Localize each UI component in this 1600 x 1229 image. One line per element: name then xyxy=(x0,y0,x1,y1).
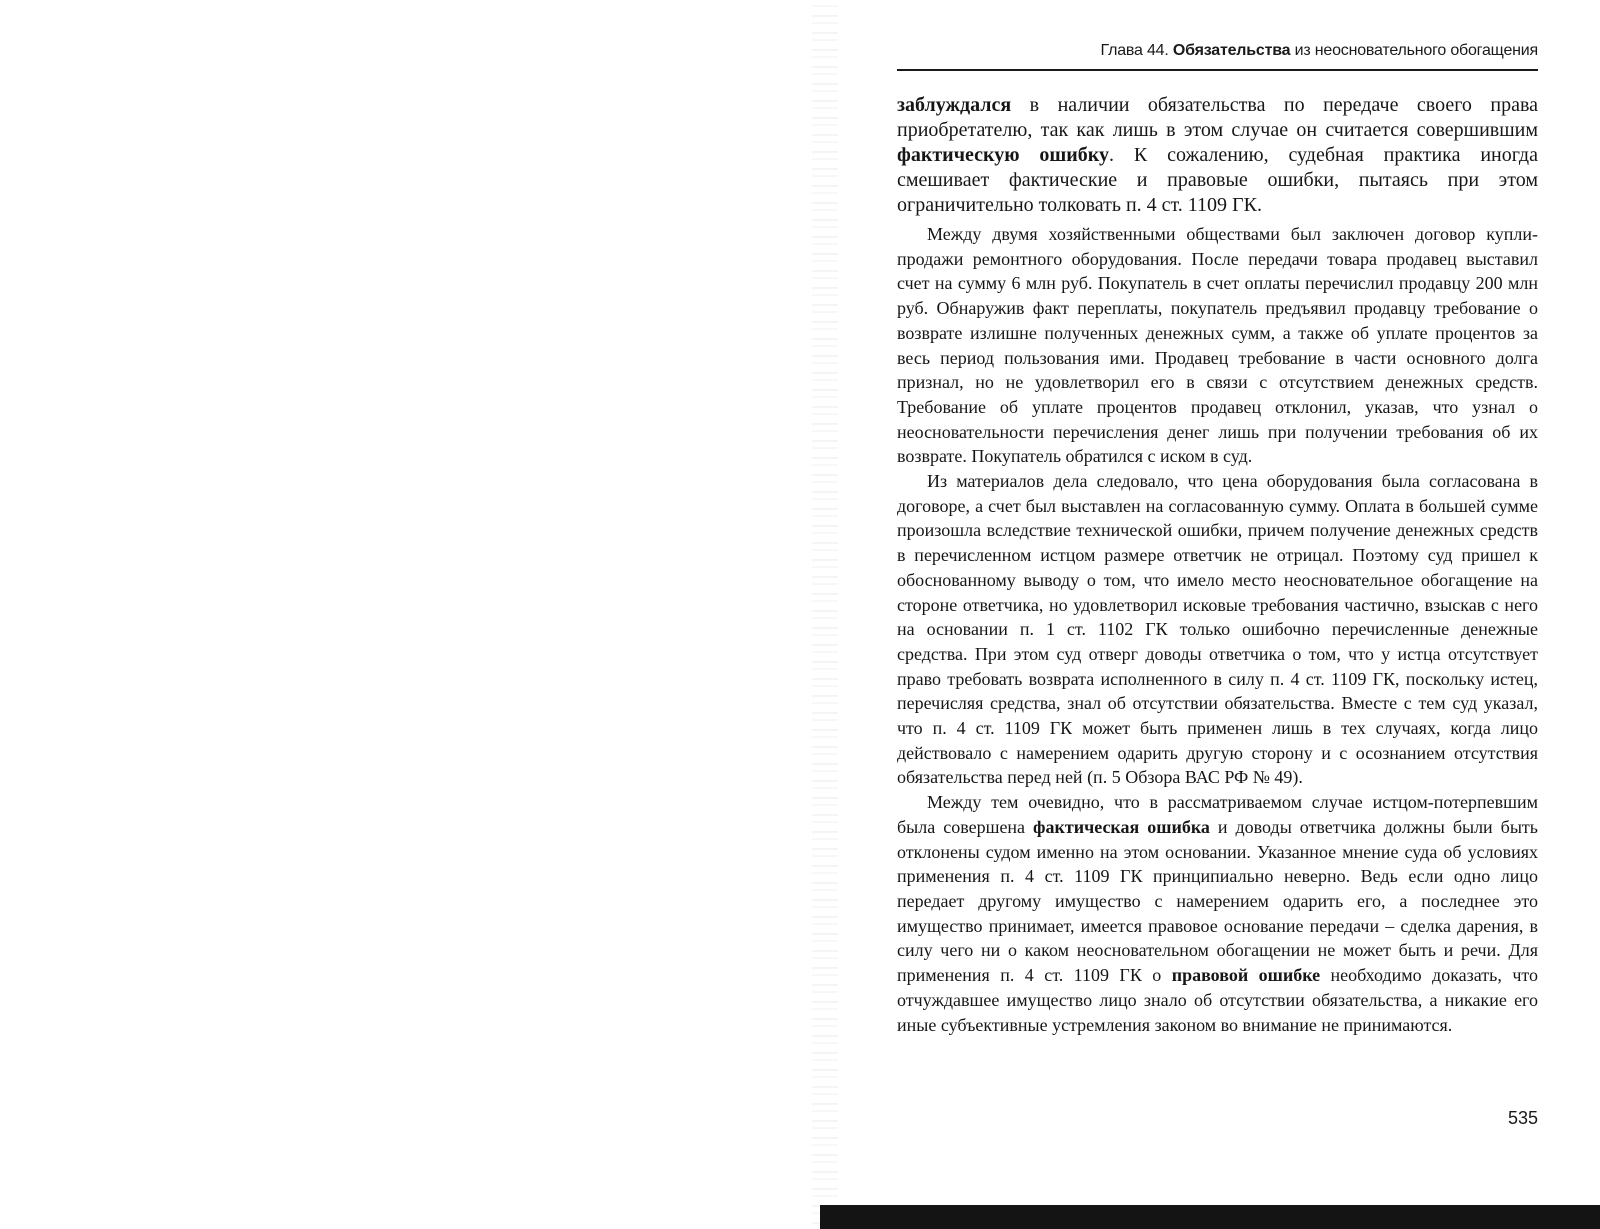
p4-bold-2: правовой ошибке xyxy=(1171,965,1321,986)
chapter-title-bold: Обязательства xyxy=(1172,42,1291,59)
p4-bold-1: фактическая ошибка xyxy=(1033,816,1210,837)
chapter-prefix: Глава 44. xyxy=(1100,42,1173,59)
p4-mid: и доводы ответчика должны были быть отклонены судом именно на этом основании. Указанное мнение суда об условиях применения п. 4 ст. 1109 ГК принципиально неверно. Ведь если одно лицо передает другому имущество с намерением одарить его, а последнее это имущество принимает, имеется правовое основание передачи – сделка дарения, в силу чего ни о каком неосновательном обогащении не может быть и речи. Для применения п. 4 ст. 1109 ГК о xyxy=(897,816,1539,986)
paragraph-2: Между двумя хозяйственными обществами был заключен договор купли-продажи ремонтного оборудования. После передачи товара продавец выставил счет на сумму 6 млн руб. Покупатель в счет оплаты перечислил продавцу 200 млн руб. Обнаружив факт переплаты, покупатель предъявил продавцу требование о возврате излишне полученных денежных сумм, а также об уплате процентов за весь период пользования ими. Продавец требование в части основного долга признал, но не удовлетворил его в связи с отсутствием денежных средств. Требование об уплате процентов продавец отклонил, указав, что узнал о неосновательности перечисления денег лишь при получении требования об их возврате. Покупатель обратился с иском в суд. xyxy=(897,224,1538,467)
book-spine-gutter xyxy=(812,0,838,1229)
page-bottom-shadow xyxy=(820,1205,1600,1229)
p1-mid: в наличии обязательства по передаче своего права приобретателю, так как лишь в этом случае он считается совершившим xyxy=(897,94,1538,141)
p1-bold-start: заблуждался xyxy=(897,94,1012,116)
p1-end: . К сожалению, судебная практика иногда смешивает фактические и правовые ошибки, пытаясь при этом ограничительно толковать п. 4 ст. 1109 ГК. xyxy=(897,144,1538,216)
p1-bold-mid: фактическую ошибку xyxy=(897,144,1110,166)
page-number: 535 xyxy=(1507,1108,1538,1128)
chapter-title-rest: из неосновательного обогащения xyxy=(1290,42,1538,59)
paragraph-3: Из материалов дела следовало, что цена оборудования была согласована в договоре, а счет был выставлен на согласованную сумму. Оплата в большей сумме произошла вследствие технической ошибки, причем получение денежных средств в перечисленном истцом размере ответчик не отрицал. Поэтому суд пришел к обоснованному выводу о том, что имело место неосновательное обогащение на стороне ответчика, но удовлетворил исковые требования частично, взыскав с него на основании п. 1 ст. 1102 ГК только ошибочно перечисленные денежные средства. При этом суд отверг доводы ответчика о том, что у истца отсутствует право требовать возврата исполненного в силу п. 4 ст. 1109 ГК, поскольку истец, перечисляя средства, знал об отсутствии обязательства. Вместе с тем суд указал, что п. 4 ст. 1109 ГК может быть применен лишь в тех случаях, когда лицо действовало с намерением одарить другую сторону и с осознанием отсутствия обязательства перед ней (п. 5 Обзора ВАС РФ № 49). xyxy=(897,471,1538,788)
running-header xyxy=(897,42,1538,64)
page-body xyxy=(897,93,1538,1037)
p4-start: Между тем очевидно, что в рассматриваемом случае истцом-потерпевшим была совершена xyxy=(897,792,1538,837)
p4-end: необходимо доказать, что отчуждавшее имущество лицо знало об отсутствии обязательства, а никакие его иные субъективные устремления законом во внимание не принимаются. xyxy=(897,965,1538,1035)
header-rule xyxy=(897,69,1538,71)
paragraph-1 xyxy=(897,93,1538,218)
paragraph-4 xyxy=(897,790,1538,1037)
